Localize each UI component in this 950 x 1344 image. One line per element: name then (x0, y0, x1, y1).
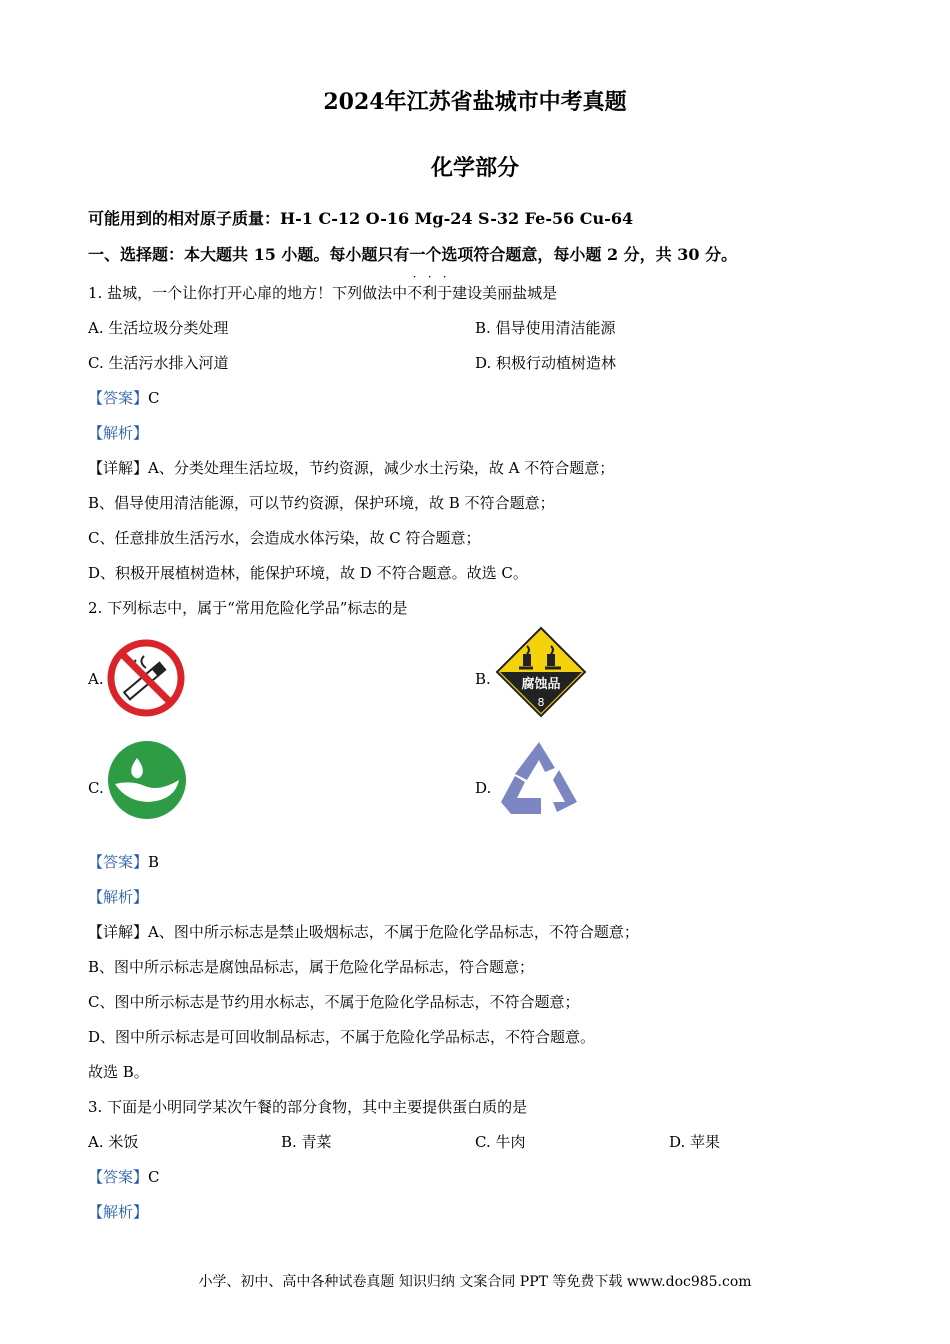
q3-option-a: A. 米饭 (88, 1133, 139, 1151)
q2-analysis-label: 【解析】 (88, 888, 149, 906)
q2-detail-line: D、图中所示标志是可回收制品标志，不属于危险化学品标志，不符合题意。 (88, 1028, 596, 1046)
answer-label: 【答案】 (88, 853, 149, 871)
corrosive-icon (495, 626, 587, 718)
q2-detail-line: C、图中所示标志是节约用水标志，不属于危险化学品标志，不符合题意； (88, 993, 580, 1011)
q1-emph-char: 不 (407, 284, 423, 302)
page-title: 2024年江苏省盐城市中考真题 (323, 89, 627, 115)
q1-detail-line: B、倡导使用清洁能源，可以节约资源，保护环境，故 B 不符合题意； (88, 494, 555, 512)
q1-analysis-label: 【解析】 (88, 424, 149, 442)
no-smoking-icon (106, 638, 186, 718)
corrosive-label: 腐蚀品 (521, 677, 561, 692)
q2-answer (88, 851, 159, 872)
section-heading: 一、选择题：本大题共 15 小题。每小题只有一个选项符合题意，每小题 2 分，共 30 分。 (88, 245, 738, 264)
q3-option-b: B. 青菜 (281, 1133, 332, 1151)
answer-value: C (148, 389, 160, 407)
q3-stem: 3. 下面是小明同学某次午餐的部分食物，其中主要提供蛋白质的是 (88, 1098, 528, 1116)
q2-stem: 2. 下列标志中，属于“常用危险化学品”标志的是 (88, 599, 408, 617)
q1-detail-line: C、任意排放生活污水，会造成水体污染，故 C 符合题意； (88, 529, 481, 547)
q2-option-b-label: B. (475, 670, 491, 688)
q3-answer (88, 1166, 160, 1187)
q3-option-c: C. 牛肉 (475, 1133, 526, 1151)
water-saving-icon (107, 740, 187, 820)
page-subtitle: 化学部分 (430, 155, 519, 181)
q1-detail-line (88, 457, 614, 478)
q1-detail-line: D、积极开展植树造林，能保护环境，故 D 不符合题意。故选 C。 (88, 564, 528, 582)
detail-text: A、分类处理生活垃圾，节约资源，减少水土污染，故 A 不符合题意； (148, 459, 615, 477)
q1-option-b: B. 倡导使用清洁能源 (475, 319, 616, 337)
q2-option-a-label: A. (88, 670, 104, 688)
answer-value: B (148, 853, 160, 871)
atomic-masses: 可能用到的相对原子质量：H-1 C-12 O-16 Mg-24 S-32 Fe-56 Cu-64 (88, 209, 634, 228)
q2-detail-line (88, 921, 639, 942)
q1-option-d: D. 积极行动植树造林 (475, 354, 617, 372)
q1-stem-part-b: 建设美丽盐城是 (452, 284, 558, 302)
q2-option-c-label: C. (88, 779, 104, 797)
q1-option-c: C. 生活污水排入河道 (88, 354, 229, 372)
q1-emph-char: 于 (437, 284, 453, 302)
answer-value: C (148, 1168, 160, 1186)
answer-label: 【答案】 (88, 1168, 149, 1186)
q1-option-a: A. 生活垃圾分类处理 (88, 319, 229, 337)
recycle-icon (497, 740, 581, 818)
q3-option-d: D. 苹果 (669, 1133, 721, 1151)
detail-text: A、图中所示标志是禁止吸烟标志，不属于危险化学品标志，不符合题意； (148, 923, 639, 941)
page-footer: 小学、初中、高中各种试卷真题 知识归纳 文案合同 PPT 等免费下载 www.doc985.com (198, 1274, 752, 1290)
q1-answer (88, 387, 160, 408)
q2-detail-line: 故选 B。 (88, 1063, 149, 1081)
detail-label: 【详解】 (88, 923, 149, 941)
answer-label: 【答案】 (88, 389, 149, 407)
corrosive-class-number: 8 (537, 696, 545, 709)
q1-stem-part-a: 1. 盐城，一个让你打开心扉的地方！下列做法中 (88, 284, 408, 302)
q3-analysis-label: 【解析】 (88, 1203, 149, 1221)
q1-stem (88, 282, 557, 303)
q2-option-d-label: D. (475, 779, 492, 797)
q2-detail-line: B、图中所示标志是腐蚀品标志，属于危险化学品标志，符合题意； (88, 958, 535, 976)
q1-emph-char: 利 (422, 284, 438, 302)
detail-label: 【详解】 (88, 459, 149, 477)
